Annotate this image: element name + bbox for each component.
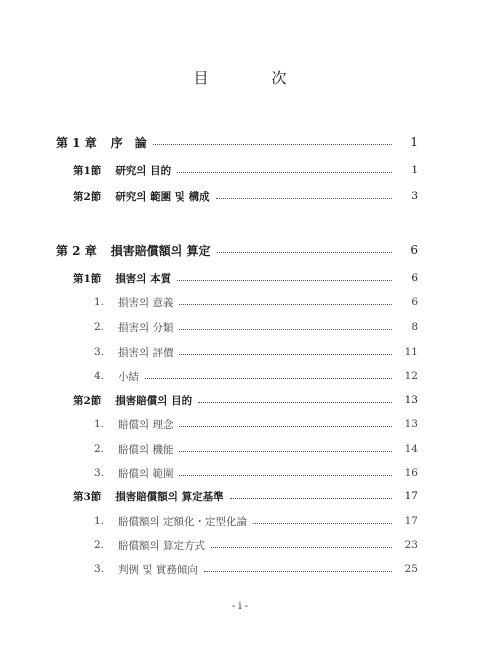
toc-entry-page: 11: [404, 346, 418, 358]
toc-entry-number: 4.: [93, 370, 104, 382]
toc-entry-label: 損害의 分類: [118, 321, 174, 334]
dot-leader: [253, 513, 392, 524]
toc-entry-section: [0, 269, 480, 287]
toc-entry-number: 第2節: [73, 394, 102, 407]
toc-entry-label: 損害의 本質: [115, 272, 172, 285]
dot-leader: [177, 270, 392, 281]
toc-entry-page: 6: [411, 296, 418, 308]
toc-entry-label: 序 論: [110, 135, 147, 150]
toc-entry-page: 13: [404, 418, 418, 430]
toc-entry-item: [0, 512, 480, 530]
toc-entry-number: 第1節: [73, 164, 102, 177]
dot-leader: [204, 561, 392, 572]
toc-entry-page: 3: [411, 190, 418, 202]
toc-entry-page: 23: [404, 539, 418, 551]
toc-entry-number: 3.: [93, 467, 104, 479]
toc-entry-page: 1: [410, 135, 418, 149]
toc-entry-section: [0, 187, 480, 205]
dot-leader: [179, 344, 392, 355]
toc-entry-page: 8: [411, 321, 418, 333]
toc-entry-number: 第1節: [73, 272, 102, 285]
toc-entry-number: 第 1 章: [56, 135, 97, 150]
toc-entry-label: 損害賠償額의 算定基準: [115, 490, 224, 503]
toc-entry-section: [0, 391, 480, 409]
toc-entry-page: 13: [404, 394, 418, 406]
toc-entry-page: 16: [404, 467, 418, 479]
toc-entry-chapter: [0, 133, 480, 151]
toc-entry-item: [0, 343, 480, 361]
toc-entry-page: 6: [410, 243, 418, 257]
dot-leader: [179, 465, 392, 476]
toc-entry-label: 賠償額의 定額化・定型化論: [118, 515, 247, 528]
toc-entry-number: 2.: [93, 539, 104, 551]
toc-entry-chapter: [0, 241, 480, 259]
toc-entry-label: 判例 및 實務傾向: [118, 563, 198, 576]
toc-entry-page: 6: [411, 272, 418, 284]
dot-leader: [153, 134, 392, 145]
toc-entry-page: 14: [404, 443, 418, 455]
toc-entry-number: 1.: [93, 296, 104, 308]
toc-entry-item: [0, 367, 480, 385]
toc-entry-item: [0, 415, 480, 433]
toc-entry-number: 2.: [93, 443, 104, 455]
toc-entry-section: [0, 161, 480, 179]
toc-entry-label: 損害賠償額의 算定: [110, 243, 211, 258]
toc-entry-label: 賠償의 理念: [118, 418, 174, 431]
dot-leader: [216, 188, 392, 199]
toc-entry-number: 第3節: [73, 490, 102, 503]
dot-leader: [211, 537, 392, 548]
toc-entry-number: 2.: [93, 321, 104, 333]
toc-entry-page: 1: [411, 164, 418, 176]
toc-entry-label: 賠償의 機能: [118, 443, 174, 456]
dot-leader: [145, 368, 392, 379]
page-title: 目 次: [193, 69, 311, 87]
toc-entry-label: 損害의 評價: [118, 346, 174, 359]
dot-leader: [217, 242, 393, 253]
toc-entry-item: [0, 293, 480, 311]
toc-entry-item: [0, 318, 480, 336]
toc-entry-item: [0, 536, 480, 554]
toc-entry-item: [0, 440, 480, 458]
page-number-footer: - i -: [231, 601, 249, 612]
toc-entry-label: 賠償의 範圍: [118, 467, 174, 480]
toc-entry-label: 小結: [118, 370, 139, 383]
toc-entry-label: 研究의 範圍 및 構成: [115, 190, 210, 203]
toc-entry-label: 損害賠償의 目的: [115, 394, 193, 407]
toc-entry-label: 賠償額의 算定方式: [118, 539, 205, 552]
dot-leader: [179, 294, 392, 305]
dot-leader: [179, 441, 392, 452]
toc-entry-page: 17: [404, 490, 418, 502]
dot-leader: [179, 319, 392, 330]
toc-entry-label: 研究의 目的: [115, 164, 172, 177]
toc-entry-section: [0, 487, 480, 505]
toc-entry-item: [0, 464, 480, 482]
toc-entry-page: 17: [404, 515, 418, 527]
toc-entry-number: 3.: [93, 563, 104, 575]
toc-entry-number: 1.: [93, 418, 104, 430]
toc-entry-page: 25: [404, 563, 418, 575]
toc-entry-label: 損害의 意義: [118, 296, 174, 309]
toc-entry-page: 12: [404, 370, 418, 382]
toc-entry-number: 第2節: [73, 190, 102, 203]
toc-entry-item: [0, 560, 480, 578]
toc-entry-number: 1.: [93, 515, 104, 527]
toc-entry-number: 第 2 章: [56, 243, 97, 258]
dot-leader: [230, 488, 392, 499]
toc-entry-number: 3.: [93, 346, 104, 358]
dot-leader: [198, 392, 392, 403]
dot-leader: [179, 416, 392, 427]
dot-leader: [177, 162, 392, 173]
